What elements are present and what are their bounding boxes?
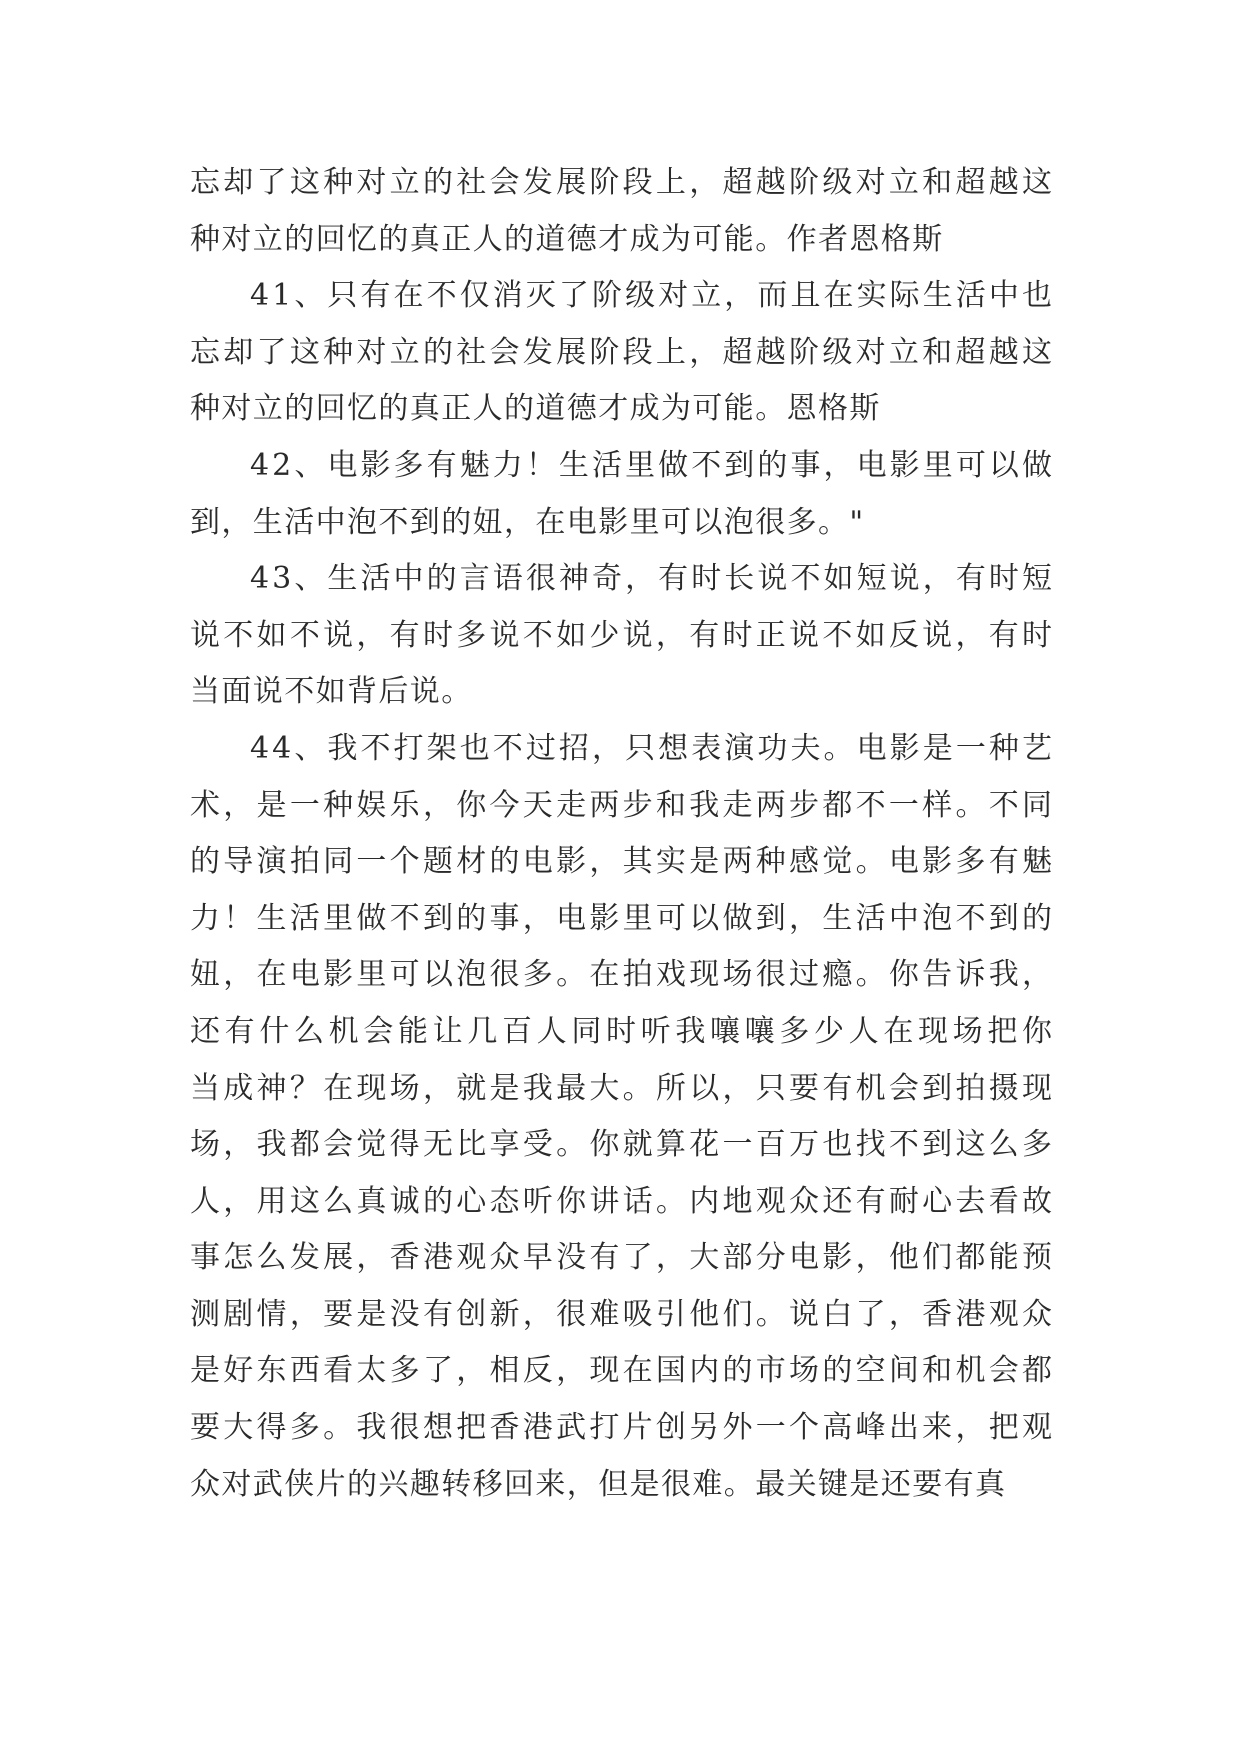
text-line: 人，用这么真诚的心态听你讲话。内地观众还有耐心去看故 bbox=[190, 1183, 1056, 1219]
text-line: 到，生活中泡不到的妞，在电影里可以泡很多。" bbox=[190, 504, 865, 540]
text-line: 要大得多。我很想把香港武打片创另外一个高峰出来，把观 bbox=[190, 1410, 1056, 1446]
text-line: 的导演拍同一个题材的电影，其实是两种感觉。电影多有魅 bbox=[190, 844, 1056, 880]
text-line: 力！生活里做不到的事，电影里可以做到，生活中泡不到的 bbox=[190, 900, 1056, 936]
text-line: 种对立的回忆的真正人的道德才成为可能。作者恩格斯 bbox=[190, 221, 944, 257]
document-body bbox=[190, 155, 1057, 1513]
paragraph-p42 bbox=[190, 438, 1056, 551]
text-line: 当成神？在现场，就是我最大。所以，只要有机会到拍摄现 bbox=[190, 1070, 1056, 1106]
text-line: 种对立的回忆的真正人的道德才成为可能。恩格斯 bbox=[190, 391, 881, 427]
text-line: 测剧情，要是没有创新，很难吸引他们。说白了，香港观众 bbox=[190, 1296, 1056, 1332]
paragraph-p44 bbox=[190, 721, 1057, 1513]
text-line: 41、只有在不仅消灭了阶级对立，而且在实际生活中也 bbox=[250, 278, 1056, 314]
text-line: 44、我不打架也不过招，只想表演功夫。电影是一种艺 bbox=[250, 730, 1056, 766]
text-line: 当面说不如背后说。 bbox=[190, 674, 473, 710]
text-line: 忘却了这种对立的社会发展阶段上，超越阶级对立和超越这 bbox=[190, 165, 1056, 200]
text-line: 43、生活中的言语很神奇，有时长说不如短说，有时短 bbox=[250, 561, 1056, 597]
text-line: 众对武侠片的兴趣转移回来，但是很难。最关键是还要有真 bbox=[190, 1466, 1007, 1502]
paragraph-p43 bbox=[190, 551, 1056, 721]
paragraph-p41 bbox=[190, 268, 1056, 438]
text-line: 是好东西看太多了，相反，现在国内的市场的空间和机会都 bbox=[190, 1353, 1056, 1389]
text-line: 42、电影多有魅力！生活里做不到的事，电影里可以做 bbox=[250, 447, 1056, 483]
text-line: 说不如不说，有时多说不如少说，有时正说不如反说，有时 bbox=[190, 617, 1056, 653]
text-line: 场，我都会觉得无比享受。你就算花一百万也找不到这么多 bbox=[190, 1127, 1056, 1163]
paragraph-p40-continued bbox=[190, 155, 1056, 268]
text-line: 忘却了这种对立的社会发展阶段上，超越阶级对立和超越这 bbox=[190, 334, 1056, 370]
text-line: 妞，在电影里可以泡很多。在拍戏现场很过瘾。你告诉我， bbox=[190, 957, 1056, 993]
text-line: 还有什么机会能让几百人同时听我嚷嚷多少人在现场把你 bbox=[190, 1013, 1057, 1049]
text-line: 术，是一种娱乐，你今天走两步和我走两步都不一样。不同 bbox=[190, 787, 1056, 823]
text-line: 事怎么发展，香港观众早没有了，大部分电影，他们都能预 bbox=[190, 1240, 1056, 1276]
